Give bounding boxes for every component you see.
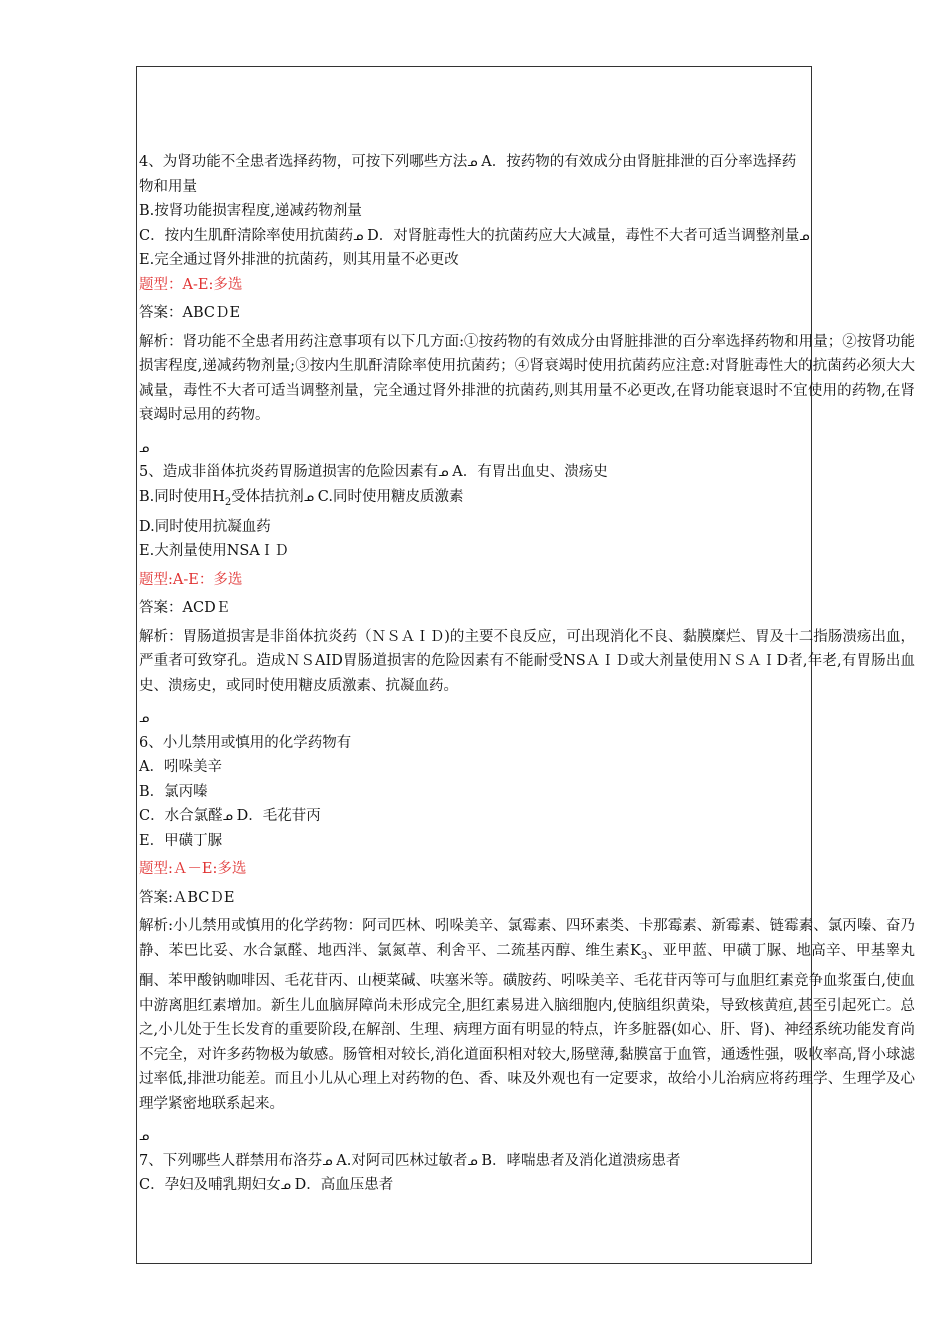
q7-option-b: B．哮喘患者及消化道溃疡患者	[481, 1152, 681, 1169]
paragraph-mark-icon: ᓄ	[139, 711, 150, 726]
q4-option-b: B.按肾功能损害程度,递减药物剂量	[139, 203, 362, 219]
q5-question-type: 题型:A-E：多选	[139, 571, 243, 588]
q7-stem: 7、下列哪些人群禁用布洛芬	[139, 1152, 323, 1169]
paragraph-mark-icon: ᓄ	[438, 465, 449, 479]
paragraph-mark-icon: ᓄ	[303, 489, 315, 504]
q4-answer: 答案：ABCＤE	[139, 305, 241, 321]
paragraph-mark-icon: ᓄ	[322, 1153, 333, 1168]
q5-option-e: E.大剂量使用NSAＩＤ	[139, 543, 289, 560]
q7-option-d: D．高血压患者	[294, 1177, 394, 1194]
paragraph-mark-icon: ᓄ	[280, 1178, 291, 1193]
q5-option-a: A．有胃出血史、溃疡史	[452, 464, 608, 480]
q7-option-cd-line	[139, 1173, 915, 1198]
q5-analysis: 解析：胃肠道损害是非甾体抗炎药（ＮＳＡＩＤ)的主要不良反应，可出现消化不良、黏膜糜烂、胃及十二指肠溃疡出血，严重者可致穿孔。造成ＮＳAID胃肠道损害的危险因素有不能耐受NSＡＩＤ或大剂量使用ＮＳＡＩD者,年老,有胃肠出血史、溃疡史，或同时使用糖皮质激素、抗凝血药。	[139, 628, 915, 694]
q6-answer: 答案:ＡBCＤE	[139, 889, 235, 906]
q7-option-c: C．孕妇及哺乳期妇女	[139, 1177, 281, 1194]
q4-option-a: A．按药物的有效成分由肾脏排泄的百分率选择药	[481, 154, 797, 170]
paragraph-mark-icon: ᓄ	[353, 228, 364, 243]
q5-stem-line	[139, 460, 915, 485]
q4-question-type: 题型：A-E:多选	[139, 276, 243, 293]
q6-stem: 6、小儿禁用或慎用的化学药物有	[139, 734, 352, 751]
q6-option-cd-line	[139, 804, 915, 829]
paragraph-mark-icon: ᓄ	[799, 228, 810, 243]
q4-option-d: D．对肾脏毒性大的抗菌药应大大减量，毒性不大者可适当调整剂量	[367, 227, 800, 244]
paragraph-mark-line	[139, 436, 915, 461]
paragraph-mark-line	[139, 1124, 915, 1149]
q5-option-b-post: 受体拮抗剂	[231, 488, 304, 505]
q7-option-a: A.对阿司匹林过敏者	[336, 1152, 468, 1169]
q6-analysis-pre: 解析:小儿禁用或慎用的化学药物：阿司匹林、吲哚美辛、氯霉素、四环素类、卡那霉素、新霉素、链霉素、氯丙嗪、奋乃静、苯巴比妥、水合氯醛、地西泮、氯氮䓬、利舍平、二巯基丙醇、维生素K	[139, 918, 915, 959]
q4-analysis: 解析：肾功能不全患者用药注意事项有以下几方面:①按药物的有效成分由肾脏排泄的百分率选择药物和用量；②按肾功能损害程度,递减药物剂量;③按内生肌酐清除率使用抗菌药；④肾衰竭时使用抗菌药应注意:对肾脏毒性大的抗菌药必须大大减量，毒性不大者可适当调整剂量，完全通过肾外排泄的抗菌药,则其用量不必更改,在肾功能衰退时不宜使用的药物,在肾衰竭时忌用的药物。	[139, 333, 915, 423]
q6-question-type: 题型:Ａ－E:多选	[139, 861, 247, 878]
q6-analysis	[139, 914, 915, 1116]
q4-option-e: E.完全通过肾外排泄的抗菌药，则其用量不必更改	[139, 252, 459, 268]
q6-option-d: D．毛花苷丙	[236, 808, 321, 825]
paragraph-mark-icon: ᓄ	[467, 1153, 478, 1168]
q5-stem: 5、造成非甾体抗炎药胃肠道损害的危险因素有	[139, 464, 439, 480]
q4-option-c: C．按内生肌酐清除率使用抗菌药	[139, 227, 354, 244]
q7-stem-line	[139, 1149, 915, 1174]
paragraph-mark-icon: ᓄ	[139, 440, 150, 455]
q5-answer: 答案：ACDＥ	[139, 600, 231, 617]
q6-option-e: E．甲磺丁脲	[139, 832, 223, 849]
paragraph-mark-icon: ᓄ	[139, 1129, 150, 1144]
q5-option-d: D.同时使用抗凝血药	[139, 518, 271, 535]
paragraph-mark-icon: ᓄ	[222, 809, 233, 824]
q6-option-c: C．水合氯醛	[139, 808, 223, 825]
q4-stem: 4、为肾功能不全患者选择药物，可按下列哪些方法	[139, 154, 468, 170]
q6-option-b: B．氯丙嗪	[139, 783, 208, 800]
paragraph-mark-line	[139, 706, 915, 731]
q4-stem-continued: 物和用量	[139, 178, 197, 195]
q5-option-b-subscript: 2	[224, 496, 232, 508]
q5-option-b-pre: B.同时使用H	[139, 488, 225, 505]
document-content	[139, 150, 915, 1198]
paragraph-mark-icon: ᓄ	[467, 155, 478, 169]
q5-option-bc-line	[139, 485, 915, 515]
q6-option-a: A．吲哚美辛	[139, 759, 222, 776]
q4-stem-line	[139, 150, 915, 175]
q6-analysis-subscript: 3	[640, 950, 648, 962]
q4-option-cd-line	[139, 224, 915, 249]
q6-analysis-post: 、亚甲蓝、甲磺丁脲、地高辛、甲基睾丸酮、苯甲酸钠咖啡因、毛花苷丙、山梗菜碱、呋塞米等。磺胺药、吲哚美辛、毛花苷丙等可与血胆红素竞争血浆蛋白,使血中游离胆红素增加。新生儿血脑屏障尚未形成完全,胆红素易进入脑细胞内,使脑组织黄染，导致核黄疸,甚至引起死亡。总之,小儿处于生长发育的重要阶段,在解剖、生理、病理方面有明显的特点，许多脏器(如心、肝、肾)、神经系统功能发育尚不完全，对许多药物极为敏感。肠管相对较长,消化道面积相对较大,肠壁薄,黏膜富于血管，通透性强，吸收率高,肾小球滤过率低,排泄功能差。而且小儿从心理上对药物的色、香、味及外观也有一定要求，故给小儿治病应将药理学、生理学及心理学紧密地联系起来。	[139, 942, 915, 1112]
q5-option-c: C.同时使用糖皮质激素	[317, 488, 464, 505]
